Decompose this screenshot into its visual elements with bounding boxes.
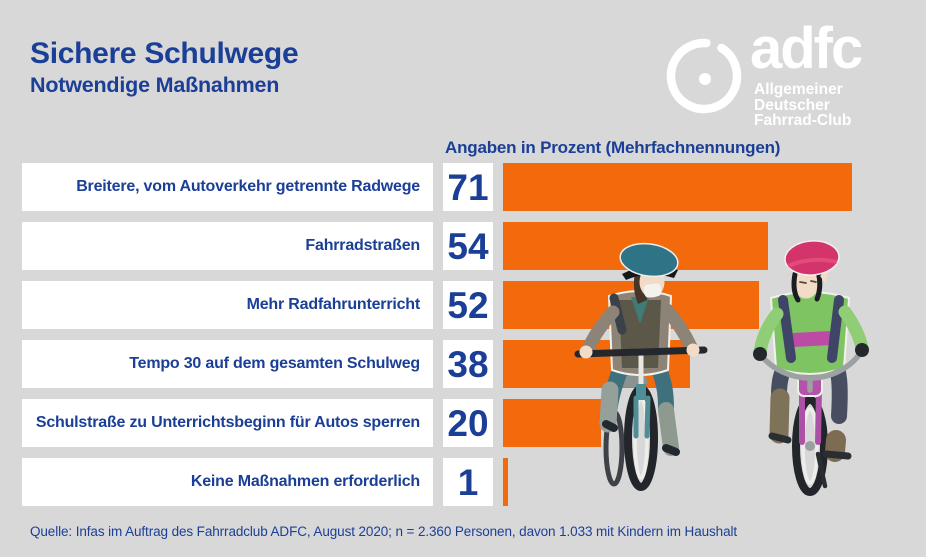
bar	[503, 163, 852, 211]
logo-brand-text: adfc	[750, 16, 862, 81]
category-label: Mehr Radfahrunterricht	[22, 281, 433, 329]
category-label: Keine Maßnahmen erforderlich	[22, 458, 433, 506]
value-label: 71	[443, 163, 493, 211]
category-label: Fahrradstraßen	[22, 222, 433, 270]
value-label: 54	[443, 222, 493, 270]
children-cycling-illustration	[552, 220, 874, 518]
right-cyclist	[753, 239, 869, 492]
source-note: Quelle: Infas im Auftrag des Fahrradclub ADFC, August 2020; n = 2.360 Personen, davon 1.033 mit Kindern im Haushalt	[30, 524, 738, 539]
logo-tagline-line1: Allgemeiner Deutscher	[754, 81, 843, 114]
category-label: Schulstraße zu Unterrichtsbeginn für Autos sperren	[22, 399, 433, 447]
page-subtitle: Notwendige Maßnahmen	[30, 73, 280, 97]
value-label: 52	[443, 281, 493, 329]
page-title: Sichere Schulwege	[30, 37, 299, 70]
left-cyclist	[578, 240, 704, 487]
axis-label: Angaben in Prozent (Mehrfachnennungen)	[445, 138, 781, 157]
category-label: Breitere, vom Autoverkehr getrennte Radwege	[22, 163, 433, 211]
value-label: 38	[443, 340, 493, 388]
logo-tagline-line2: Fahrrad-Club	[754, 112, 852, 129]
category-label: Tempo 30 auf dem gesamten Schulweg	[22, 340, 433, 388]
value-label: 1	[443, 458, 493, 506]
value-label: 20	[443, 399, 493, 447]
bar	[503, 458, 508, 506]
chart-row	[0, 163, 926, 211]
